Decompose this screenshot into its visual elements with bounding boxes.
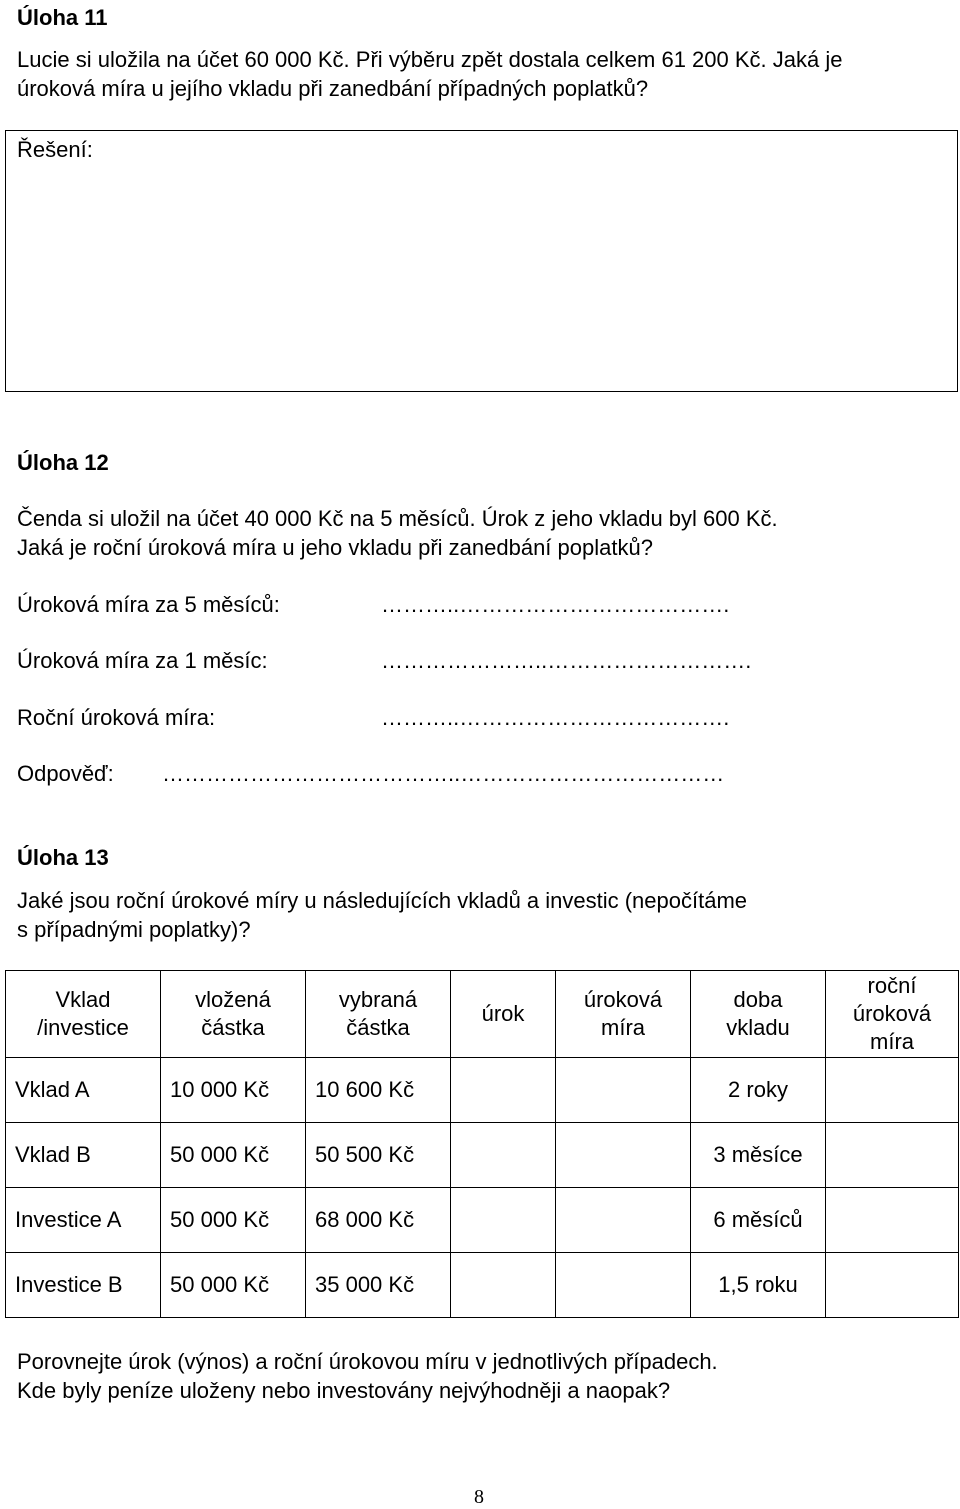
cell-deposit: 10 000 Kč bbox=[161, 1058, 306, 1123]
task12-text-line2: Jaká je roční úroková míra u jeho vkladu při zanedbání poplatků? bbox=[17, 535, 653, 560]
cell-duration: 3 měsíce bbox=[691, 1123, 826, 1188]
header-cell: vložená částka bbox=[161, 971, 306, 1058]
cell-deposit: 50 000 Kč bbox=[161, 1123, 306, 1188]
header-cell: vybraná částka bbox=[306, 971, 451, 1058]
cell-withdrawal: 35 000 Kč bbox=[306, 1253, 451, 1318]
cell-rate[interactable] bbox=[556, 1123, 691, 1188]
header-cell: Vklad /investice bbox=[6, 971, 161, 1058]
task13-after-line2: Kde byly peníze uloženy nebo investovány nejvýhodněji a naopak? bbox=[17, 1378, 671, 1403]
table-row bbox=[6, 1058, 959, 1123]
cell-withdrawal: 50 500 Kč bbox=[306, 1123, 451, 1188]
task12-field-label-annual: Roční úroková míra: bbox=[17, 705, 216, 730]
cell-duration: 1,5 roku bbox=[691, 1253, 826, 1318]
task12-field-blank-annual[interactable]: ………..………………………………. bbox=[381, 705, 730, 730]
task11-solution-box[interactable] bbox=[5, 130, 958, 392]
task12-field-blank-5months[interactable]: ………..………………………………. bbox=[381, 592, 730, 617]
task13-title: Úloha 13 bbox=[17, 845, 109, 870]
task11-solution-label: Řešení: bbox=[17, 137, 93, 162]
table-row bbox=[6, 1188, 959, 1253]
header-cell: roční úroková míra bbox=[826, 971, 959, 1058]
task13-text-line2: s případnými poplatky)? bbox=[17, 917, 251, 942]
task12-title: Úloha 12 bbox=[17, 450, 109, 475]
table-row bbox=[6, 1123, 959, 1188]
cell-annual-rate[interactable] bbox=[826, 1123, 959, 1188]
cell-rate[interactable] bbox=[556, 1188, 691, 1253]
cell-deposit: 50 000 Kč bbox=[161, 1188, 306, 1253]
cell-annual-rate[interactable] bbox=[826, 1188, 959, 1253]
cell-name: Investice B bbox=[6, 1253, 161, 1318]
cell-name: Vklad B bbox=[6, 1123, 161, 1188]
header-cell: doba vkladu bbox=[691, 971, 826, 1058]
task12-answer-blank[interactable]: …………………………………..……………………………… bbox=[162, 761, 725, 786]
cell-duration: 6 měsíců bbox=[691, 1188, 826, 1253]
task11-text-line1: Lucie si uložila na účet 60 000 Kč. Při výběru zpět dostala celkem 61 200 Kč. Jaká je bbox=[17, 47, 843, 72]
task12-field-label-5months: Úroková míra za 5 měsíců: bbox=[17, 592, 280, 617]
cell-annual-rate[interactable] bbox=[826, 1058, 959, 1123]
header-cell: úroková míra bbox=[556, 971, 691, 1058]
cell-rate[interactable] bbox=[556, 1253, 691, 1318]
task12-field-blank-1month[interactable]: …………………..………………………. bbox=[381, 648, 752, 673]
task12-answer-label: Odpověď: bbox=[17, 761, 114, 786]
task13-after-line1: Porovnejte úrok (výnos) a roční úrokovou míru v jednotlivých případech. bbox=[17, 1349, 718, 1374]
cell-name: Vklad A bbox=[6, 1058, 161, 1123]
table-row bbox=[6, 1253, 959, 1318]
page-number: 8 bbox=[474, 1486, 484, 1508]
cell-interest[interactable] bbox=[451, 1188, 556, 1253]
cell-interest[interactable] bbox=[451, 1058, 556, 1123]
task12-text-line1: Čenda si uložil na účet 40 000 Kč na 5 měsíců. Úrok z jeho vkladu byl 600 Kč. bbox=[17, 506, 778, 531]
cell-interest[interactable] bbox=[451, 1123, 556, 1188]
table-header-row bbox=[6, 971, 959, 1058]
task13-text-line1: Jaké jsou roční úrokové míry u následujících vkladů a investic (nepočítáme bbox=[17, 888, 748, 913]
cell-interest[interactable] bbox=[451, 1253, 556, 1318]
cell-duration: 2 roky bbox=[691, 1058, 826, 1123]
cell-name: Investice A bbox=[6, 1188, 161, 1253]
cell-withdrawal: 68 000 Kč bbox=[306, 1188, 451, 1253]
task11-text-line2: úroková míra u jejího vkladu při zanedbání případných poplatků? bbox=[17, 76, 649, 101]
task11-title: Úloha 11 bbox=[17, 5, 108, 30]
task12-field-label-1month: Úroková míra za 1 měsíc: bbox=[17, 648, 268, 673]
interest-table bbox=[5, 970, 959, 1318]
cell-withdrawal: 10 600 Kč bbox=[306, 1058, 451, 1123]
header-cell: úrok bbox=[451, 971, 556, 1058]
cell-deposit: 50 000 Kč bbox=[161, 1253, 306, 1318]
cell-annual-rate[interactable] bbox=[826, 1253, 959, 1318]
cell-rate[interactable] bbox=[556, 1058, 691, 1123]
